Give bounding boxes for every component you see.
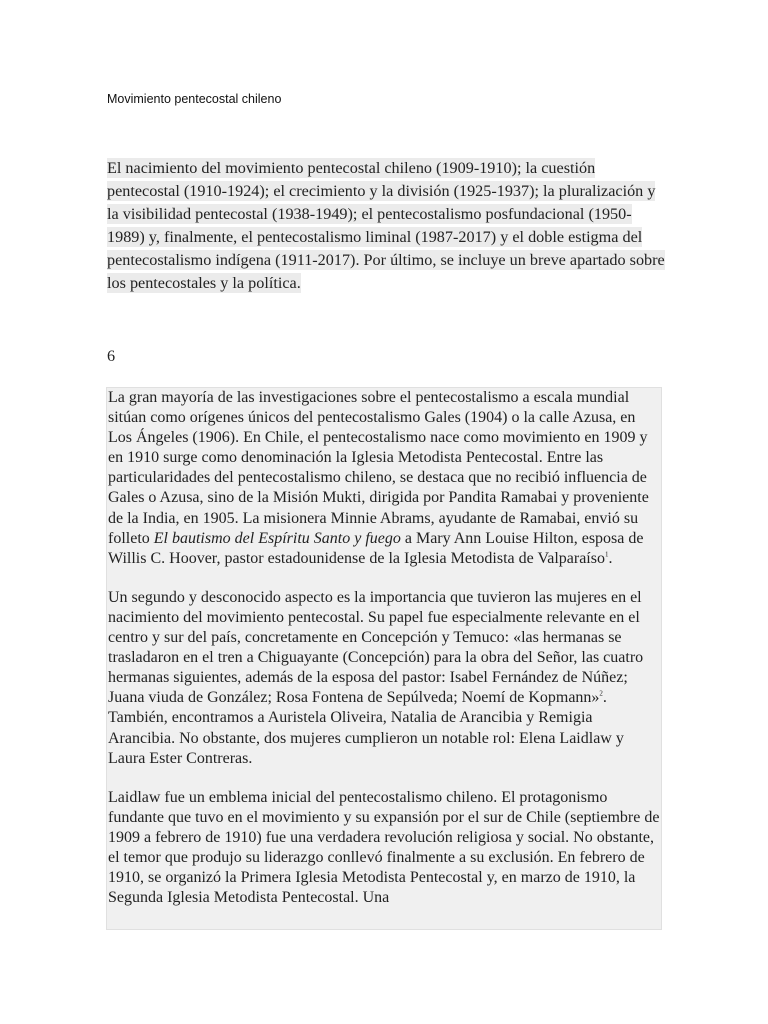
paragraph-origins bbox=[108, 388, 661, 569]
body-text-block bbox=[106, 387, 662, 930]
paragraph-origins-text: La gran mayoría de las investigaciones sobre el pentecostalismo a escala mundial sitúan como orígenes únicos del pentecostalismo Gales (1904) o la calle Azusa, en Los Ángeles (1906). En Chile, el pentecostalismo nace como movimiento en 1909 y en 1910 surge como denominación la Iglesia Metodista Pentecostal. Entre las particularidades del pentecostalismo chileno, se destaca que no recibió influencia de Gales o Azusa, sino de la Misión Mukti, dirigida por Pandita Ramabai y proveniente de la India, en 1905. La misionera Minnie Abrams, ayudante de Ramabai, envió su folleto bbox=[108, 389, 649, 547]
intro-paragraph bbox=[107, 157, 667, 295]
footnote-marker-1[interactable]: 1 bbox=[604, 550, 609, 559]
paragraph-women-text: Un segundo y desconocido aspecto es la importancia que tuvieron las mujeres en el nacimiento del movimiento pentecostal. Su papel fue especialmente relevante en el centro y sur del país, concretamente en Concepción y Temuco: «las hermanas se trasladaron en el tren a Chiguayante (Concepción) para la obra del Señor, las cuatro hermanas siguientes, además de la esposa del pastor: Isabel Fernández de Núñez; Juana viuda de González; Rosa Fontena de Sepúlveda; Noemí de Kopmann» bbox=[108, 588, 644, 707]
page-number: 6 bbox=[107, 347, 116, 365]
paragraph-women bbox=[108, 588, 661, 769]
paragraph-origins-end: . bbox=[608, 549, 613, 567]
paragraph-laidlaw bbox=[108, 788, 661, 909]
paragraph-origins-text-cont: a Mary Ann Louise Hilton, esposa de Willis C. Hoover, pastor estadounidense de la Iglesia Metodista de Valparaíso bbox=[108, 529, 644, 567]
document-title: Movimiento pentecostal chileno bbox=[107, 92, 282, 106]
paragraph-laidlaw-text: Laidlaw fue un emblema inicial del pentecostalismo chileno. El protagonismo fundante que tuvo en el movimiento y su expansión por el sur de Chile (septiembre de 1909 a febrero de 1910) fue una verdadera revolución religiosa y social. No obstante, el temor que produjo su liderazgo conllevó finalmente a su exclusión. En febrero de 1910, se organizó la Primera Iglesia Metodista Pentecostal y, en marzo de 1910, la Segunda Iglesia Metodista Pentecostal. Una bbox=[108, 788, 660, 907]
footnote-marker-2[interactable]: 2 bbox=[599, 689, 603, 698]
intro-text: El nacimiento del movimiento pentecostal chileno (1909-1910); la cuestión pentecostal (1910-1924); el crecimiento y la división (1925-1937); la pluralización y la visibilidad pentecostal (1938-1949); el pentecostalismo posfundacional (1950-1989) y, finalmente, el pentecostalismo liminal (1987-2017) y el doble estigma del pentecostalismo indígena (1911-2017). Por último, se incluye un breve apartado sobre los pentecostales y la política. bbox=[107, 159, 665, 292]
booklet-title: El bautismo del Espíritu Santo y fuego bbox=[153, 529, 401, 547]
paragraph-women-text-cont: . También, encontramos a Auristela Oliveira, Natalia de Arancibia y Remigia Arancibia. No obstante, dos mujeres cumplieron un notable rol: Elena Laidlaw y Laura Ester Contreras. bbox=[108, 689, 624, 767]
